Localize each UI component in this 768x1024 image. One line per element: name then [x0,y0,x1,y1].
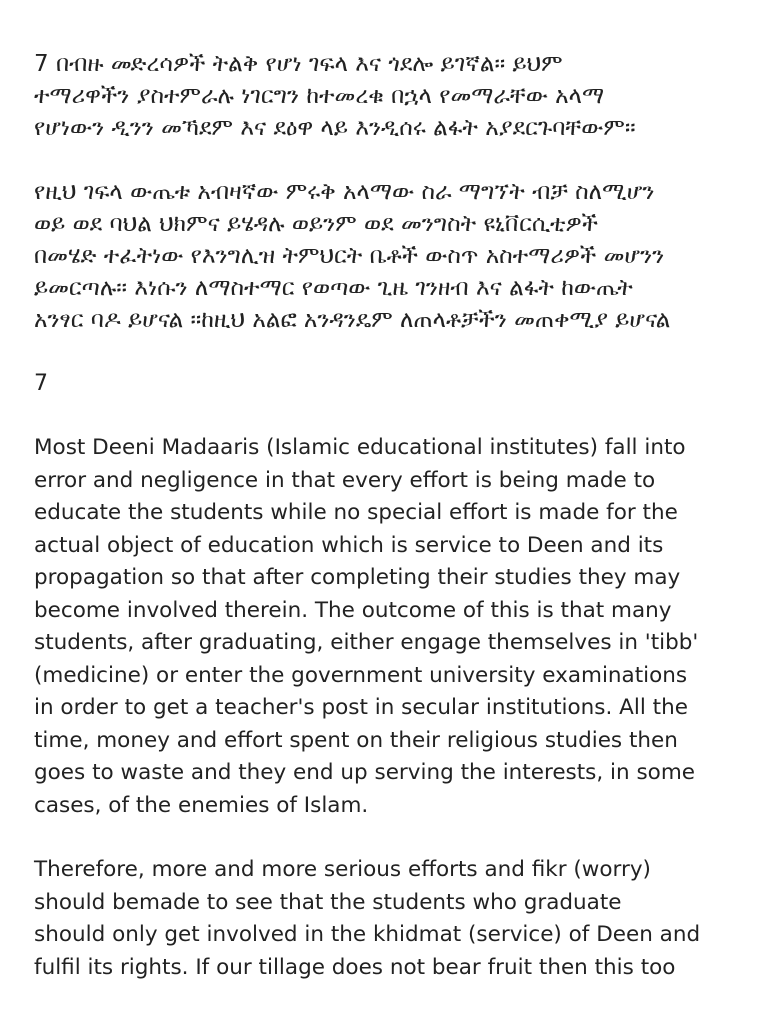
text-line: Most Deeni Madaaris (Islamic educational institutes) fall into [34,435,686,460]
text-line: 7 በብዙ መድረሳዎች ትልቅ የሆነ ገፍላ እና ጎደሎ ይገኛል። ይህም [34,51,563,77]
text-line: become involved therein. The outcome of this is that many [34,597,672,623]
text-line: should bemade to see that the students who graduate [34,889,622,915]
paragraph-spacer [34,400,744,432]
text-line: should only get involved in the khidmat (service) of Deen and [34,922,701,947]
text-line: Therefore, more and more serious efforts and fikr (worry) [34,857,651,882]
document-page [34,48,744,984]
text-line: cases, of the enemies of Islam. [34,792,369,818]
amharic-paragraph-2 [34,176,744,336]
text-line: fulfil its rights. If our tillage does not bear fruit then this too [34,954,676,980]
text-line: students, after graduating, either engage themselves in 'tibb' [34,630,699,655]
text-line: ተማሪዋችን ያስተምራሉ ነገርግን ከተመረቁ በኋላ የመማራቸው አላማ [34,83,605,109]
text-line: (medicine) or enter the government university examinations [34,662,688,688]
text-line: in order to get a teacher's post in secular institutions. All the [34,695,688,720]
amharic-paragraph-1 [34,48,744,144]
text-line: propagation so that after completing their studies they may [34,565,681,590]
text-line: አንፃር ባዶ ይሆናል ።ከዚህ አልፎ አንዳንዴም ለጠላቶቻችን መጠቀሚያ ይሆናል [34,307,671,333]
paragraph-spacer [34,144,744,176]
text-line: ወይ ወደ ባህል ህክምና ይሄዳሉ ወይንም ወደ መንግስት ዩኒቨርሲቲዎች [34,211,598,237]
text-line: educate the students while no special effort is made for the [34,500,678,525]
paragraph-spacer [34,822,744,854]
text-line: time, money and effort spent on their religious studies then [34,727,678,753]
text-line: error and negligence in that every effort is being made to [34,467,656,493]
text-line: goes to waste and they end up serving the interests, in some [34,760,696,785]
english-paragraph-2 [34,854,744,984]
text-line: ይመርጣሉ። እነሱን ለማስተማር የወጣው ጊዜ ገንዘብ እና ልፋት ከውጤት [34,275,633,301]
text-line: actual object of education which is service to Deen and its [34,532,664,558]
text-line: በመሄድ ተፈትነው የእንግሊዝ ትምህርት ቤቶች ውስጥ አስተማሪዎች መሆንን [34,243,665,269]
page-number: 7 [34,371,48,396]
text-line: የሆነውን ዲንን መኻደም እና ደዕዋ ላይ እንዲሰሩ ልፋት አያደርጉባቸውም። [34,115,636,141]
text-line: የዚህ ገፍላ ውጤቱ አብዛኛው ምሩቅ አላማው ስራ ማግኘት ብቻ ስለሚሆን [34,179,655,205]
paragraph-spacer [34,336,744,368]
english-paragraph-1 [34,432,744,822]
